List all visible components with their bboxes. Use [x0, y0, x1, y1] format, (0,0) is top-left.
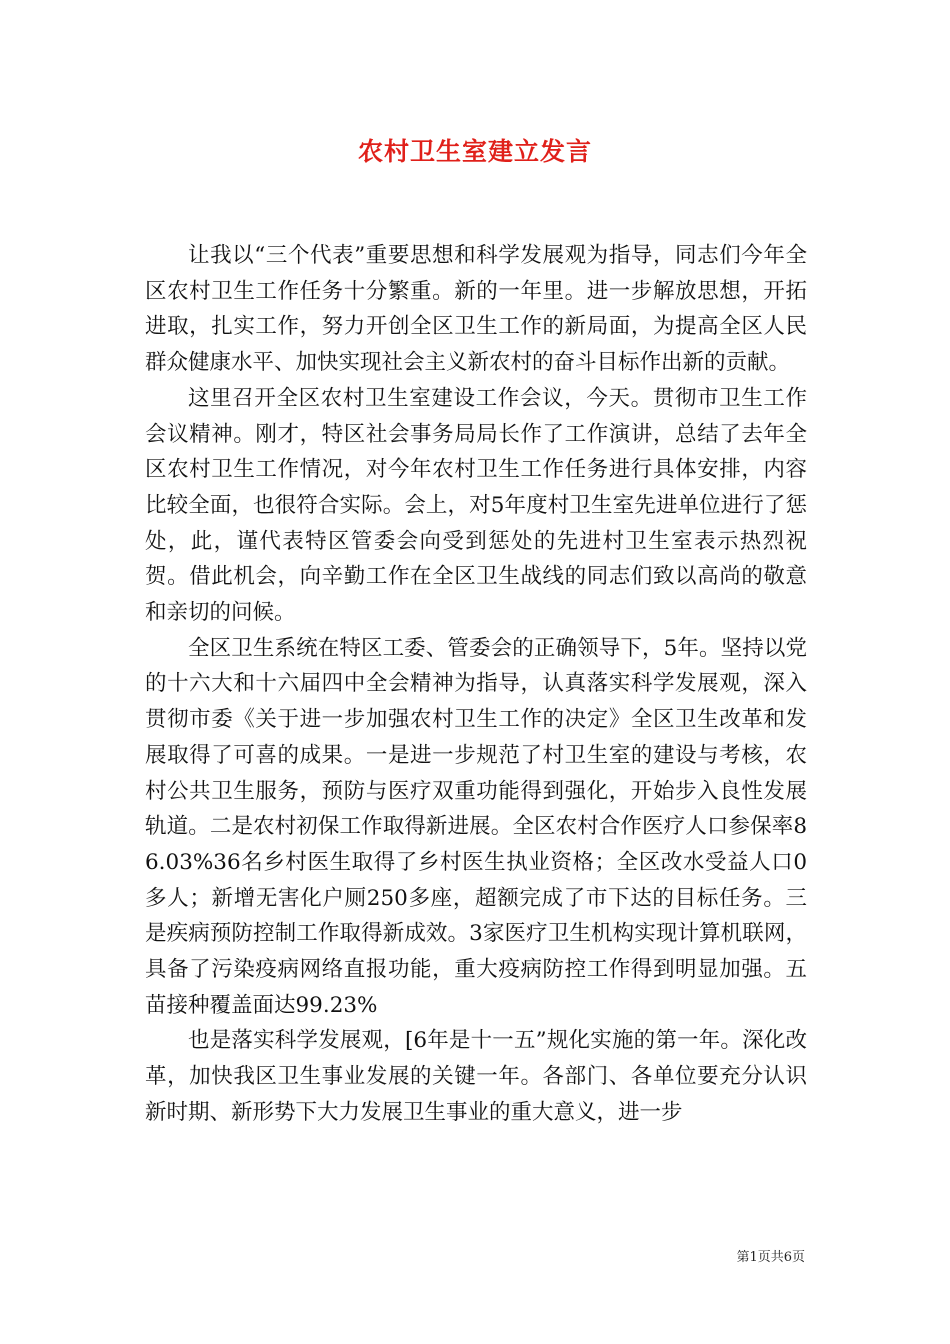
- document-body: [145, 238, 807, 1131]
- paragraph-2: 这里召开全区农村卫生室建设工作会议，今天。贯彻市卫生工作会议精神。刚才，特区社会事务局局长作了工作演讲，总结了去年全区农村卫生工作情况，对今年农村卫生工作任务进行具体安排，内容比较全面，也很符合实际。会上，对5年度村卫生室先进单位进行了惩处，此，谨代表特区管委会向受到惩处的先进村卫生室表示热烈祝贺。借此机会，向辛勤工作在全区卫生战线的同志们致以高尚的敬意和亲切的问候。: [145, 385, 807, 626]
- paragraph-3: 全区卫生系统在特区工委、管委会的正确领导下，5年。坚持以党的十六大和十六届四中全会精神为指导，认真落实科学发展观，深入贯彻市委《关于进一步加强农村卫生工作的决定》全区卫生改革和发展取得了可喜的成果。一是进一步规范了村卫生室的建设与考核，农村公共卫生服务，预防与医疗双重功能得到强化，开始步入良性发展轨道。二是农村初保工作取得新进展。全区农村合作医疗人口参保率86.03%36名乡村医生取得了乡村医生执业资格；全区改水受益人口0多人；新增无害化户厕250多座，超额完成了市下达的目标任务。三是疾病预防控制工作取得新成效。3家医疗卫生机构实现计算机联网，具备了污染疫病网络直报功能，重大疫病防控工作得到明显加强。五苗接种覆盖面达99.23%: [145, 635, 807, 1018]
- paragraph-4: 也是落实科学发展观，[6年是十一五”规化实施的第一年。深化改革，加快我区卫生事业发展的关键一年。各部门、各单位要充分认识新时期、新形势下大力发展卫生事业的重大意义，进一步: [145, 1028, 807, 1125]
- page-number-footer: 第1页共6页: [736, 1250, 805, 1265]
- paragraph-1: 让我以“三个代表”重要思想和科学发展观为指导，同志们今年全区农村卫生工作任务十分繁重。新的一年里。进一步解放思想，开拓进取，扎实工作，努力开创全区卫生工作的新局面，为提高全区人民群众健康水平、加快实现社会主义新农村的奋斗目标作出新的贡献。: [145, 243, 807, 376]
- document-title: 农村卫生室建立发言: [357, 137, 592, 166]
